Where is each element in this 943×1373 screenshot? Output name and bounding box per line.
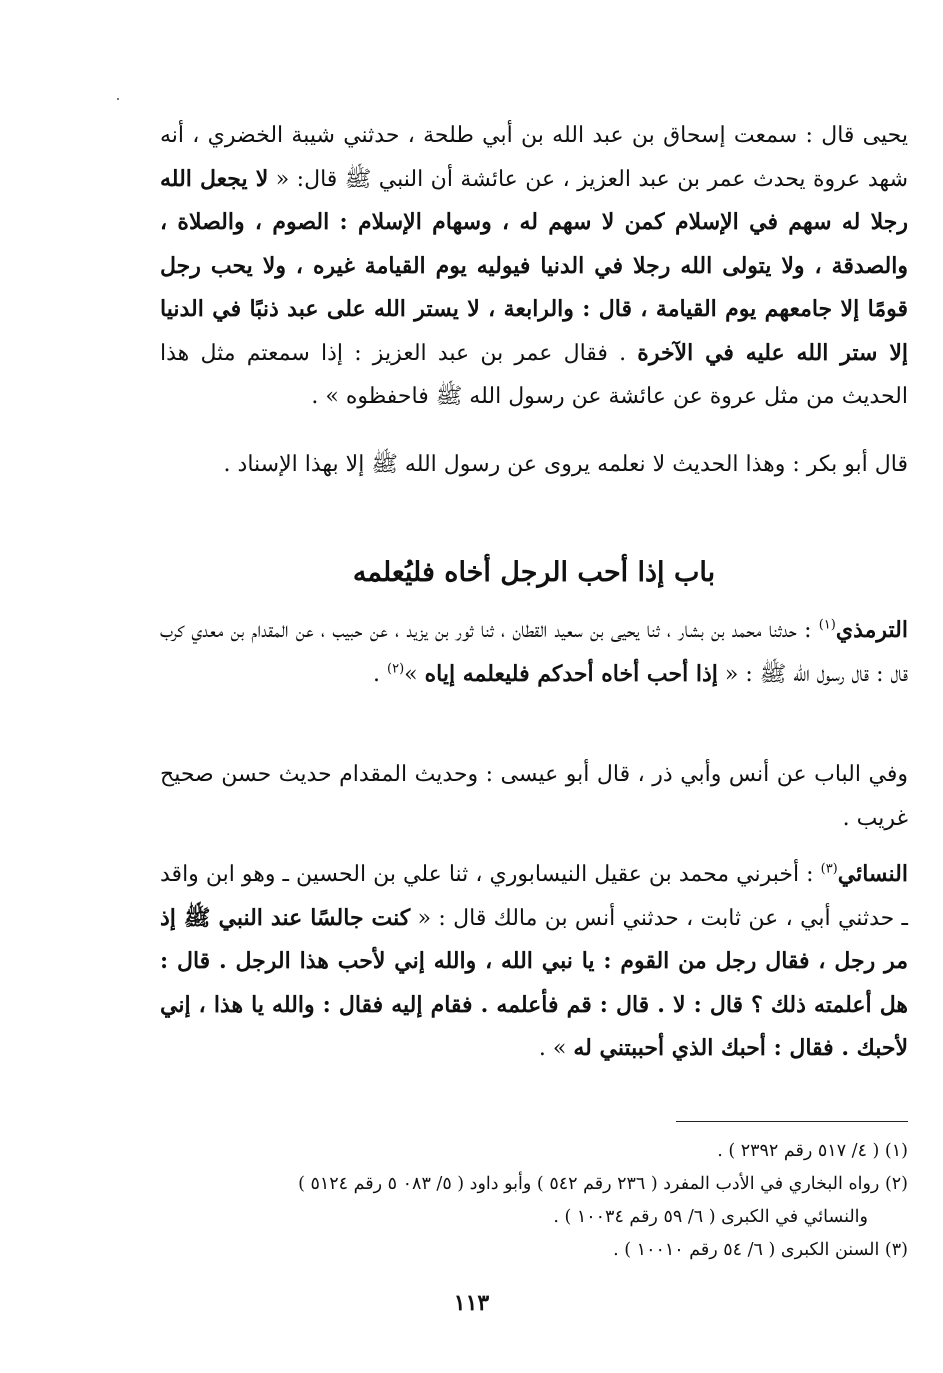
nasai-paragraph (160, 853, 908, 1071)
source-name: الترمذي (835, 617, 908, 643)
footnote-divider (676, 1121, 908, 1122)
matn-text: كنت جالسًا عند النبي ﷺ إذ مر رجل ، فقال رجل من القوم : يا نبي الله ، والله إني لأحب هذا الرجل . قال : هل أعلمته ذلك ؟ قال : لا . قال : قم فأعلمه . فقام إليه فقال : والله يا هذا ، إني لأحبك . فقال : أحبك الذي أحببتني له (160, 904, 908, 1061)
isnad-text: يحيى قال : سمعت إسحاق بن عبد الله بن أبي طلحة ، حدثني شيبة الخضري ، أنه شهد عروة يحدث عمر بن عبد العزيز ، عن عائشة أن النبي ﷺ قال: « (160, 123, 909, 192)
closing-quote: » (404, 661, 425, 687)
page-number: ١١٣ (453, 1290, 490, 1316)
isnad-text: : أخبرني محمد بن عقيل النيسابوري ، ثنا علي بن الحسين ـ وهو ابن واقد ـ حدثني أبي ، عن ثابت ، حدثني أنس بن مالك قال : « (160, 862, 908, 931)
matn-text: إذا أحب أخاه أحدكم فليعلمه إياه (424, 660, 718, 687)
closing-text: . فقال عمر بن عبد العزيز : إذا سمعتم مثل هذا الحديث من مثل عروة عن عائشة عن رسول الله ﷺ فاحفظوه » . (160, 340, 908, 409)
isnad-text: : حدثنا محمد بن بشار ، ثنا يحيى بن سعيد القطان ، ثنا ثور بن يزيد ، عن حبيب ، عن المقدام بن معدي كرب قال : قال رسول الله ﷺ : « (160, 618, 908, 687)
tirmidhi-comment-paragraph: وفي الباب عن أنس وأبي ذر ، قال أبو عيسى : وحديث المقدام حديث حسن صحيح غريب . (160, 762, 908, 831)
footnote-1: (١) ( ٤/ ٥١٧ رقم ٢٣٩٢ ) . (717, 1141, 908, 1161)
hadith-paragraph-1 (160, 114, 908, 419)
footnote-2-continued: والنسائي في الكبرى ( ٦/ ٥٩ رقم ١٠٠٣٤ ) . (553, 1207, 868, 1227)
closing-period: . (373, 661, 388, 687)
matn-text: لا يجعل الله رجلا له سهم في الإسلام كمن لا سهم له ، وسهام الإسلام : الصوم ، والصلاة ، والصدقة ، ولا يتولى الله رجلا في الدنيا فيوليه يوم القيامة غيره ، ولا يحب رجل قومًا إلا جامعهم يوم القيامة ، قال : والرابعة ، لا يستر الله على عبد ذنبًا في الدنيا إلا ستر الله عليه في الآخرة (160, 165, 908, 366)
closing-text: » . (538, 1036, 574, 1061)
footnote-3: (٣) السنن الكبرى ( ٦/ ٥٤ رقم ١٠٠١٠ ) . (613, 1240, 908, 1260)
chapter-heading: باب إذا أحب الرجل أخاه فليُعلمه (352, 557, 716, 588)
margin-mark (117, 98, 119, 100)
footnote-ref-2[interactable]: (٢) (387, 661, 405, 677)
commentary-paragraph: قال أبو بكر : وهذا الحديث لا نعلمه يروى عن رسول الله ﷺ إلا بهذا الإسناد . (223, 452, 908, 477)
footnotes (160, 1135, 908, 1267)
footnote-ref-3[interactable]: (٣) (820, 861, 838, 877)
tirmidhi-paragraph (160, 609, 908, 696)
footnote-2: (٢) رواه البخاري في الأدب المفرد ( ٢٣٦ رقم ٥٤٢ ) وأبو داود ( ٥/ ٠٨٣ ٥ رقم ٥١٢٤ ) (298, 1174, 908, 1194)
source-name: النسائي (837, 861, 908, 887)
footnote-ref-1[interactable]: (١) (818, 617, 836, 633)
